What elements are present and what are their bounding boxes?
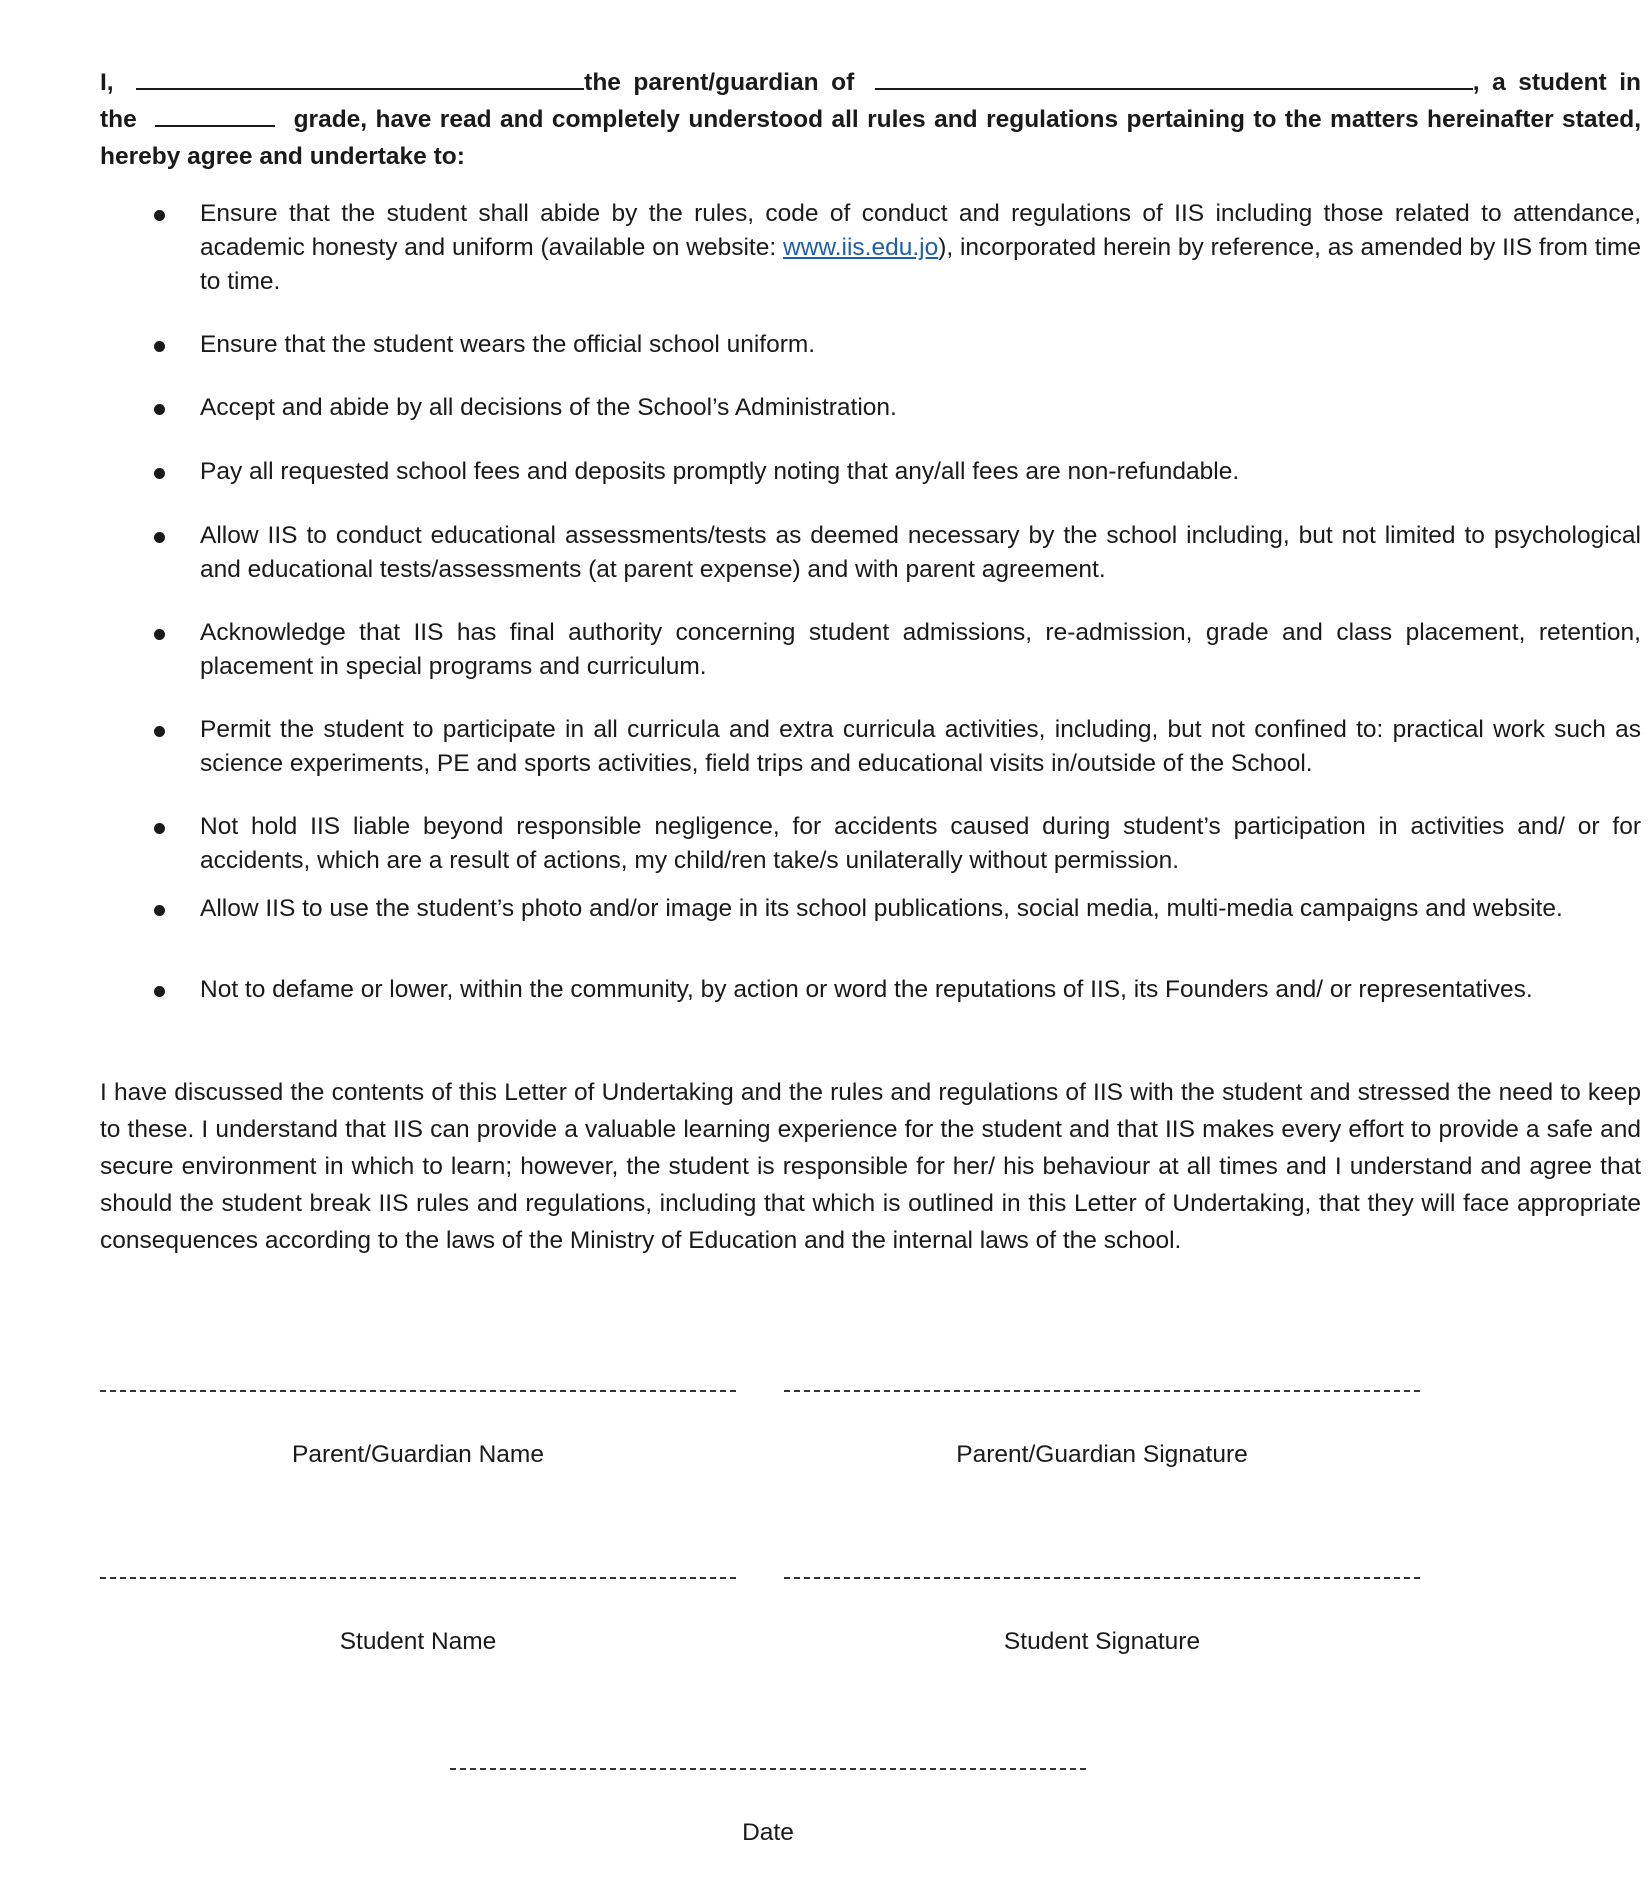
bullet-icon [154,726,165,737]
list-item-text-before: Ensure that the student shall abide by the rules, code of conduct and regulations of IIS including those related to attendance, academic honesty and uniform (available on website: [200,200,1641,261]
list-item [200,616,1641,684]
date-line[interactable] [450,1768,1086,1770]
student-signature-label: Student Signature [1003,1628,1201,1655]
bullet-icon [154,210,165,221]
closing-paragraph: I have discussed the contents of this Letter of Undertaking and the rules and regulations of IIS with the student and stressed the need to keep to these. I understand that IIS can provide a valuable learning experience for the student and that IIS makes every effort to provide a safe and secure environment in which to learn; however, the student is responsible for her/ his behaviour at all times and I understand and agree that should the student break IIS rules and regulations, including that which is outlined in this Letter of Undertaking, that they will face appropriate consequences according to the laws of the Ministry of Education and the internal laws of the school. [100,1079,1641,1254]
list-item-text-after: ), incorporated herein by reference, as amended by IIS from time to time. [200,234,1641,295]
list-item [200,973,1641,1007]
list-item-text: Not hold IIS liable beyond responsible negligence, for accidents caused during student’s participation in activities and/ or for accidents, which are a result of actions, my child/ren take/s unilaterally without permission. [200,813,1641,874]
date-label: Date [742,1819,794,1846]
list-item [200,713,1641,781]
intro-text-3: , a student in the [100,69,1642,133]
list-item-text: Acknowledge that IIS has final authority concerning student admissions, re-admission, grade and class placement, retention, placement in special programs and curriculum. [200,619,1641,680]
parent-signature-label: Parent/Guardian Signature [956,1441,1248,1468]
parent-name-line[interactable] [100,1390,736,1392]
list-item [200,810,1641,878]
list-item [200,328,1641,362]
list-item-text: Allow IIS to conduct educational assessments/tests as deemed necessary by the school including, but not limited to psychological and educational tests/assessments (at parent expense) and with parent agreement. [200,522,1641,583]
intro-text-2: the parent/guardian of [584,69,867,96]
bullet-icon [154,823,165,834]
list-item [200,391,1641,425]
student-name-label: Student Name [339,1628,497,1655]
list-item [200,519,1641,587]
intro-paragraph [100,64,1641,175]
parent-signature-line[interactable] [784,1390,1420,1392]
list-item [200,197,1641,299]
student-signature-line[interactable] [784,1577,1420,1579]
website-link[interactable]: www.iis.edu.jo [782,234,939,261]
intro-text-1: I, [100,69,127,96]
list-item-text: Allow IIS to use the student’s photo and/or image in its school publications, social media, multi-media campaigns and website. [200,895,1563,922]
parent-name-blank[interactable] [136,66,584,90]
list-item-text: Not to defame or lower, within the community, by action or word the reputations of IIS, its Founders and/ or representatives. [200,976,1533,1003]
bullet-icon [154,404,165,415]
bullet-icon [154,905,165,916]
bullet-icon [154,341,165,352]
bullet-icon [154,468,165,479]
bullet-icon [154,532,165,543]
bullet-icon [154,986,165,997]
list-item [200,892,1641,926]
list-item-text: Pay all requested school fees and deposits promptly noting that any/all fees are non-refundable. [200,458,1240,485]
student-name-blank[interactable] [875,66,1473,90]
intro-text-4: grade, have read and completely understood all rules and regulations pertaining to the matters hereinafter stated, hereby agree and undertake to: [100,106,1641,170]
bullet-icon [154,629,165,640]
student-name-line[interactable] [100,1577,736,1579]
list-item [200,455,1641,489]
grade-blank[interactable] [155,103,275,127]
parent-name-label: Parent/Guardian Name [292,1441,544,1468]
list-item-text: Permit the student to participate in all curricula and extra curricula activities, including, but not confined to: practical work such as science experiments, PE and sports activities, field trips and educational visits in/outside of the School. [200,716,1641,777]
list-item-text: Accept and abide by all decisions of the School’s Administration. [200,394,897,421]
list-item-text: Ensure that the student wears the official school uniform. [200,331,816,358]
